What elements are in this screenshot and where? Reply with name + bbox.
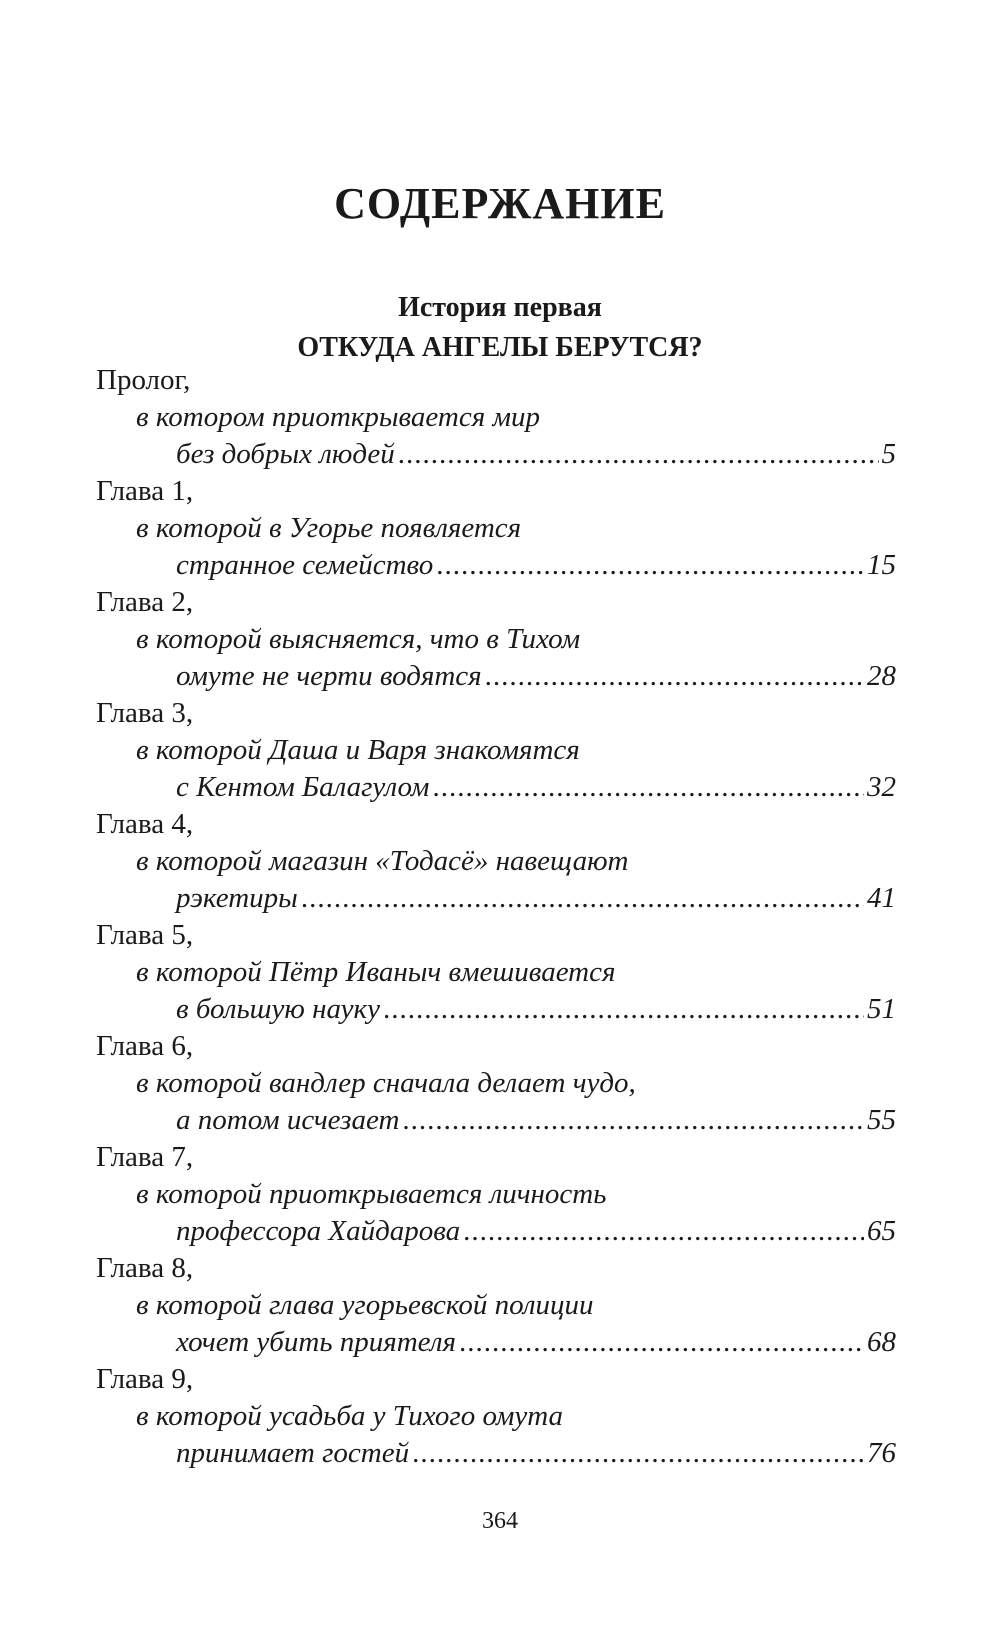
toc-entry-final-line [96, 1102, 896, 1139]
toc-entry-description-end: омуте не черти водятся [176, 660, 482, 692]
toc-entry-description: в которой усадьба у Тихого омута [136, 1400, 564, 1432]
page-title: СОДЕРЖАНИЕ [334, 179, 666, 228]
dot-leader [463, 1213, 864, 1250]
toc-entry-page-number: 65 [867, 1215, 896, 1247]
toc-entry-heading: Глава 4, [96, 808, 194, 840]
toc-entry-description: в которой магазин «Тодасё» навещают [136, 845, 629, 877]
toc-entry-page-number: 68 [867, 1326, 896, 1358]
section-title: ОТКУДА АНГЕЛЫ БЕРУТСЯ? [297, 332, 703, 363]
section-heading [0, 288, 1000, 368]
toc-entry-description-end: без добрых людей [176, 438, 395, 470]
toc-entry-final-line [96, 991, 896, 1028]
toc-entry-description-end: хочет убить приятеля [176, 1326, 456, 1358]
toc-entry-page-number: 5 [881, 438, 896, 470]
toc-entry-final-line [96, 658, 896, 695]
toc-entry-description-end: профессора Хайдарова [176, 1215, 461, 1247]
dot-leader [301, 880, 864, 917]
toc-entry-description: в которой приоткрывается личность [136, 1178, 607, 1210]
toc-entry-heading: Глава 5, [96, 919, 194, 951]
toc-entry-heading: Глава 7, [96, 1141, 194, 1173]
dot-leader [412, 1435, 864, 1472]
dot-leader [383, 991, 864, 1028]
toc-entry-heading: Глава 1, [96, 475, 194, 507]
toc-entry [96, 695, 896, 806]
toc-entry-heading: Глава 3, [96, 697, 194, 729]
toc-entry [96, 1028, 896, 1139]
toc-entry-page-number: 32 [867, 771, 896, 803]
toc-entry-description-end: с Кентом Балагулом [176, 771, 430, 803]
toc-entry [96, 1139, 896, 1250]
toc-entry-heading: Глава 6, [96, 1030, 194, 1062]
toc-entry [96, 1250, 896, 1361]
dot-leader [398, 436, 879, 473]
toc-entry-final-line [96, 436, 896, 473]
toc-entry-heading: Глава 2, [96, 586, 194, 618]
toc-entry-final-line [96, 1213, 896, 1250]
toc-entry-page-number: 15 [867, 549, 896, 581]
toc-entry-heading: Пролог, [96, 364, 191, 396]
dot-leader [402, 1102, 864, 1139]
toc-entry [96, 806, 896, 917]
toc-entry-page-number: 51 [867, 993, 896, 1025]
toc-entry-description-end: рэкетиры [176, 882, 298, 914]
table-of-contents [96, 362, 896, 1472]
page-number: 364 [482, 1508, 518, 1534]
toc-entry-description: в которой выясняется, что в Тихом [136, 623, 581, 655]
toc-entry-final-line [96, 769, 896, 806]
toc-entry-page-number: 28 [867, 660, 896, 692]
toc-entry-heading: Глава 9, [96, 1363, 194, 1395]
toc-entry-description-end: странное семейство [176, 549, 434, 581]
toc-entry-description-end: а потом исчезает [176, 1104, 400, 1136]
toc-entry-description: в которой вандлер сначала делает чудо, [136, 1067, 636, 1099]
toc-entry-description-end: принимает гостей [176, 1437, 410, 1469]
toc-entry [96, 584, 896, 695]
section-label: История первая [398, 292, 602, 323]
toc-entry [96, 473, 896, 584]
dot-leader [459, 1324, 864, 1361]
toc-entry-description: в которой Пётр Иваныч вмешивается [136, 956, 616, 988]
toc-entry-description: в которой в Угорье появляется [136, 512, 522, 544]
toc-entry-page-number: 76 [867, 1437, 896, 1469]
toc-entry-final-line [96, 1435, 896, 1472]
toc-entry-page-number: 41 [867, 882, 896, 914]
toc-entry-final-line [96, 880, 896, 917]
toc-entry-description: в которой Даша и Варя знакомятся [136, 734, 580, 766]
toc-entry-description: в которой глава угорьевской полиции [136, 1289, 594, 1321]
toc-entry-page-number: 55 [867, 1104, 896, 1136]
toc-entry-description-end: в большую науку [176, 993, 380, 1025]
toc-entry-final-line [96, 1324, 896, 1361]
dot-leader [436, 547, 864, 584]
toc-entry-description: в котором приоткрывается мир [136, 401, 540, 433]
toc-entry-final-line [96, 547, 896, 584]
toc-entry [96, 362, 896, 473]
toc-entry [96, 1361, 896, 1472]
dot-leader [485, 658, 864, 695]
toc-entry-heading: Глава 8, [96, 1252, 194, 1284]
dot-leader [432, 769, 864, 806]
toc-entry [96, 917, 896, 1028]
